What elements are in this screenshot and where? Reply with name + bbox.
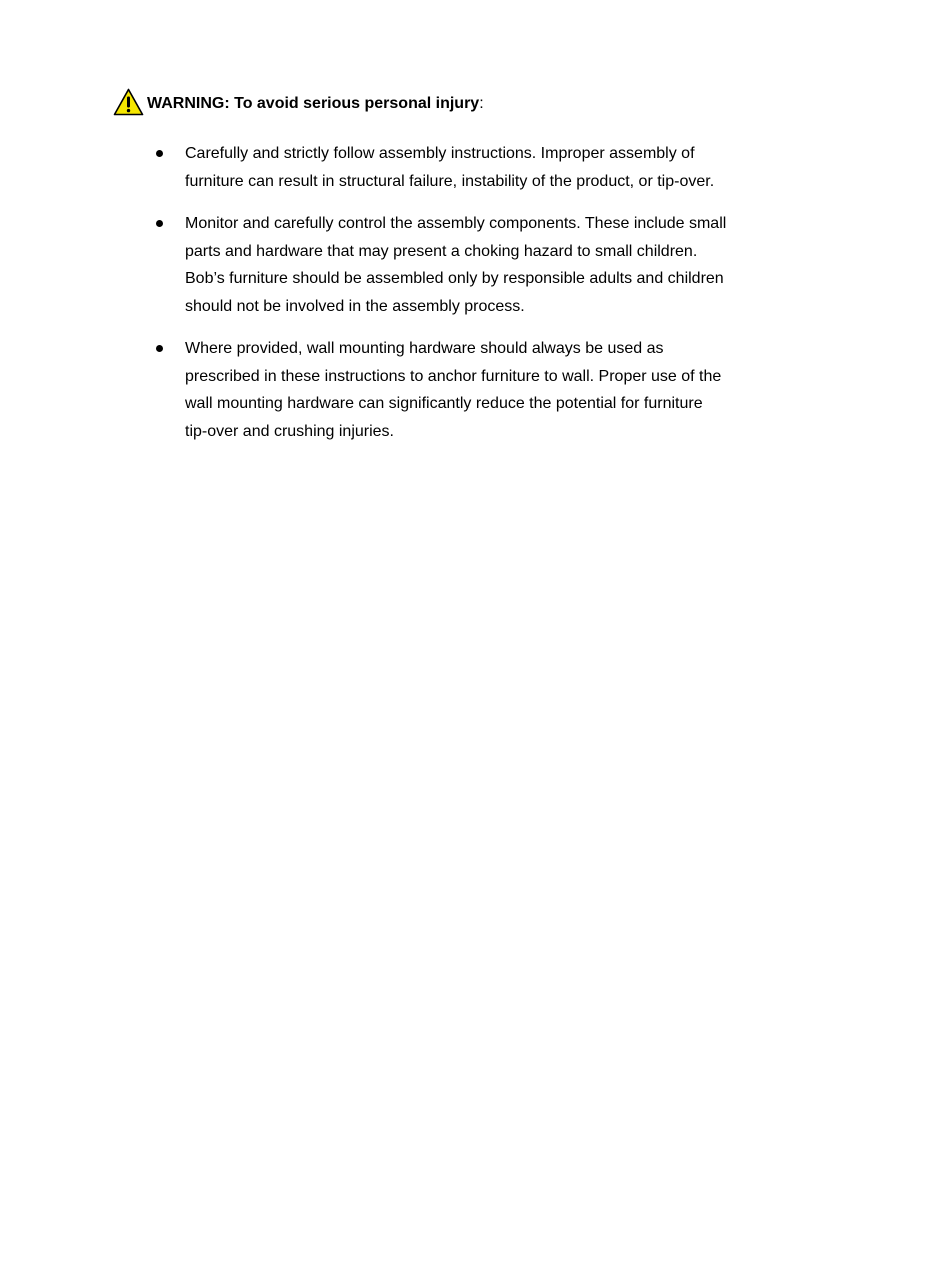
list-item-line: prescribed in these instructions to anchor furniture to wall. Proper use of the [185,367,722,385]
list-item-line: Carefully and strictly follow assembly instructions. Improper assembly of [185,145,695,162]
list-item [154,210,814,320]
bullet-icon [156,150,163,157]
list-item-line: wall mounting hardware can significantly reduce the potential for furniture [185,395,703,412]
warning-label: WARNING [147,94,225,112]
bullet-icon [156,220,163,227]
list-item-line: parts and hardware that may present a choking hazard to small children. [185,242,698,260]
warning-text [147,94,484,114]
list-item-line: Monitor and carefully control the assembly components. These include small [185,215,727,232]
warning-heading [113,87,484,117]
list-item [154,335,814,445]
list-item [154,140,814,195]
list-item-line: Where provided, wall mounting hardware should always be used as [185,340,664,357]
list-item-line: furniture can result in structural failure, instability of the product, or tip-over. [185,172,715,190]
instruction-list [154,140,814,460]
list-item-line: should not be involved in the assembly process. [185,297,525,315]
warning-triangle-icon [113,88,144,116]
warning-subject: : To avoid serious personal injury [224,94,480,112]
list-item-line: tip-over and crushing injuries. [185,422,394,440]
bullet-icon [156,345,163,352]
warning-colon: : [479,94,484,112]
list-item-line: Bob’s furniture should be assembled only by responsible adults and children [185,270,724,287]
